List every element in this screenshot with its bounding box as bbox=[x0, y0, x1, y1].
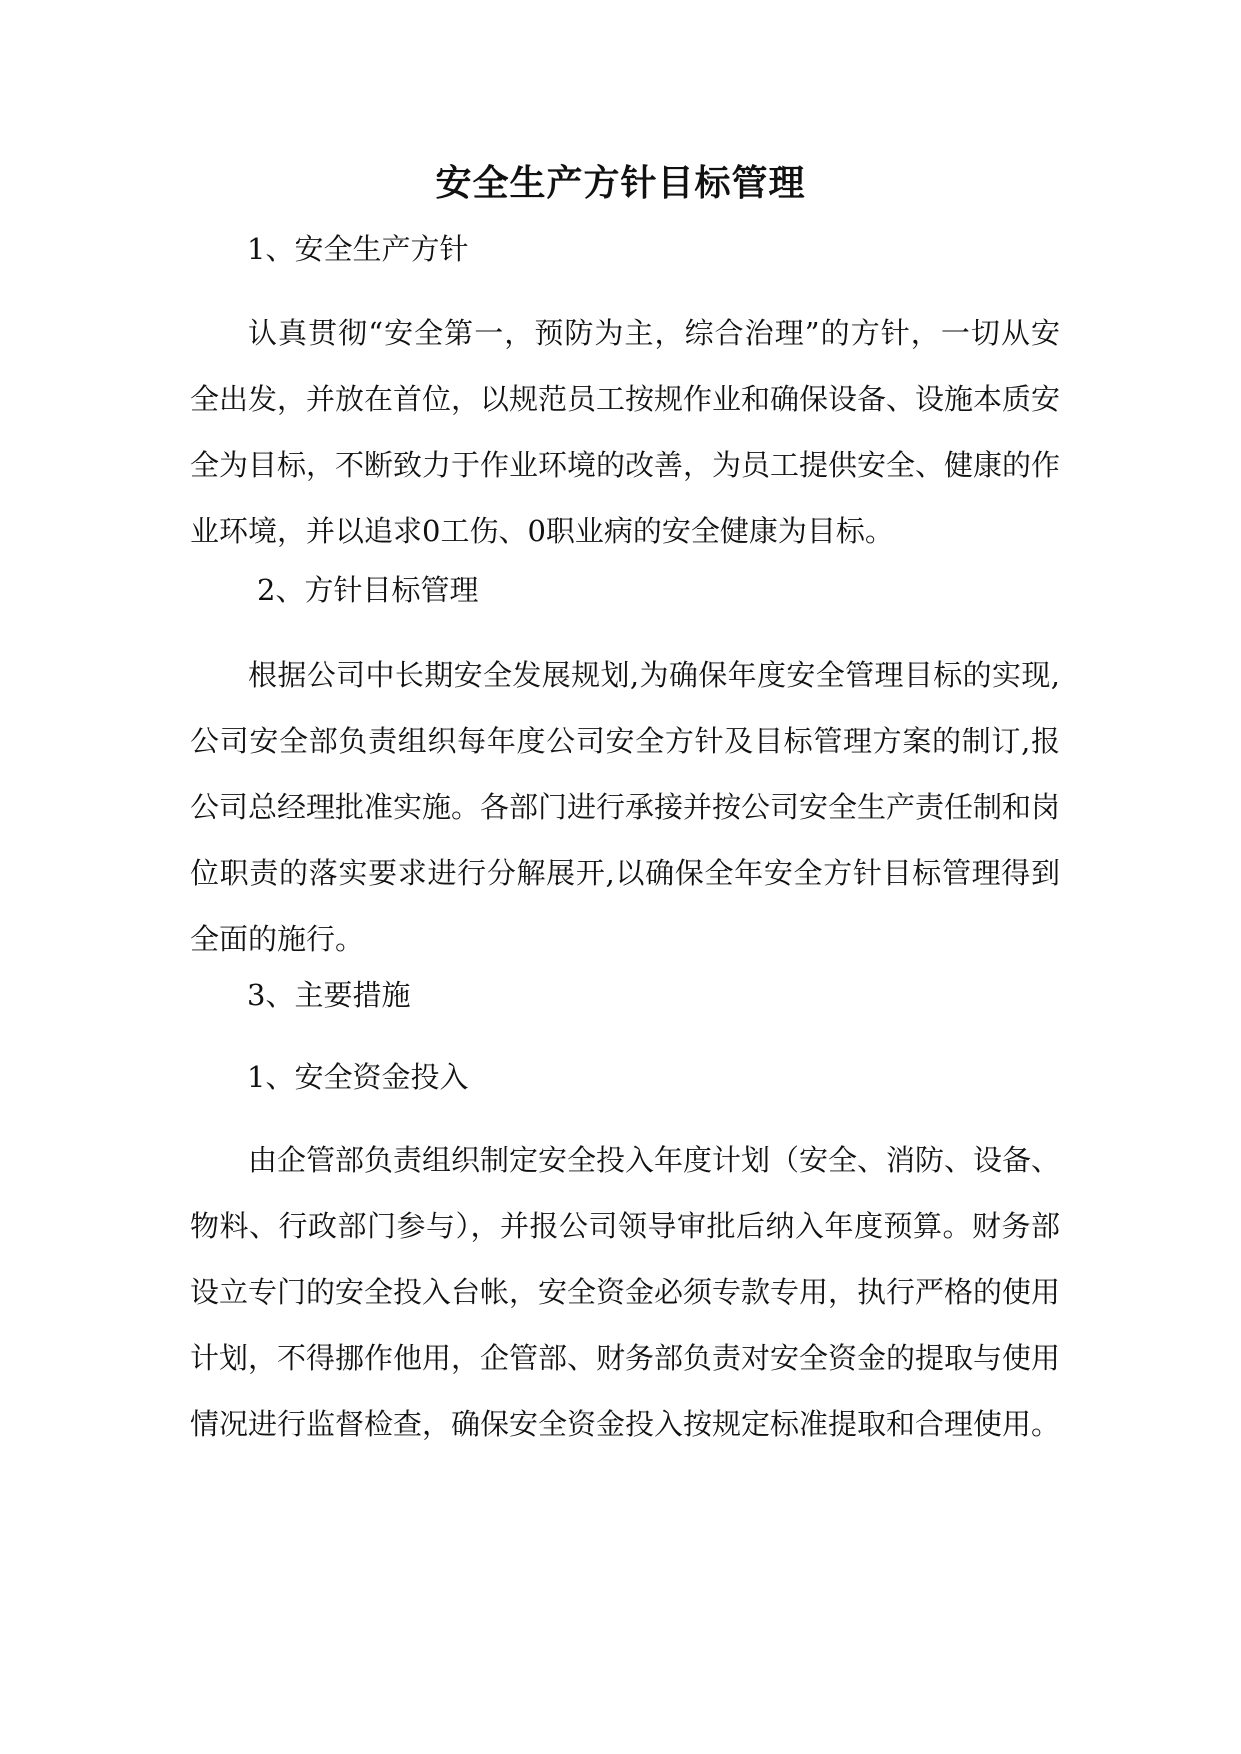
paragraph-safety-funding: 由企管部负责组织制定安全投入年度计划（安全、消防、设备、物料、行政部门参与），并报公司领导审批后纳入年度预算。财务部设立专门的安全投入台帐，安全资金必须专款专用，执行严格的使用计划，不得挪作他用，企管部、财务部负责对安全资金的提取与使用情况进行监督检查，确保安全资金投入按规定标准提取和合理使用。 bbox=[190, 1143, 1061, 1441]
paragraph-safety-policy: 认真贯彻“安全第一，预防为主，综合治理”的方针，一切从安全出发，并放在首位，以规范员工按规作业和确保设备、设施本质安全为目标，不断致力于作业环境的改善，为员工提供安全、健康的作业环境，并以追求0工伤、0职业病的安全健康为目标。 bbox=[190, 316, 1061, 548]
section-heading-policy-objective-management: 2、方针目标管理 bbox=[257, 573, 479, 607]
section-heading-safety-policy: 1、安全生产方针 bbox=[247, 232, 469, 266]
section-heading-main-measures: 3、主要措施 bbox=[247, 978, 411, 1012]
subsection-heading-safety-funding: 1、安全资金投入 bbox=[247, 1060, 469, 1094]
document-title: 安全生产方针目标管理 bbox=[435, 162, 806, 204]
paragraph-policy-objective-management: 根据公司中长期安全发展规划,为确保年度安全管理目标的实现,公司安全部负责组织每年度公司安全方针及目标管理方案的制订,报公司总经理批准实施。各部门进行承接并按公司安全生产责任制和岗位职责的落实要求进行分解展开,以确保全年安全方针目标管理得到全面的施行。 bbox=[190, 658, 1061, 956]
